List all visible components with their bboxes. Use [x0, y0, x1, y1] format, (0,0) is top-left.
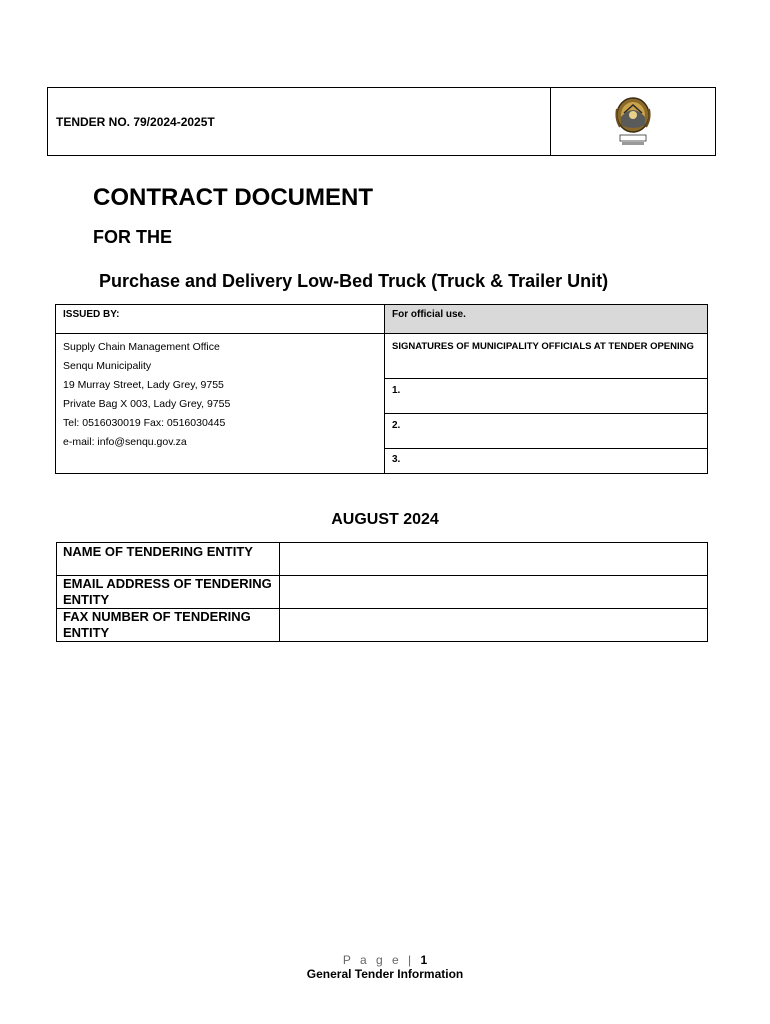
- project-title: Purchase and Delivery Low-Bed Truck (Truck & Trailer Unit): [99, 271, 609, 291]
- entity-name-field[interactable]: [280, 543, 708, 576]
- issued-by-table: [55, 304, 708, 474]
- table-row: [57, 543, 708, 576]
- signature-row-3: 3.: [385, 449, 708, 474]
- table-row: [57, 609, 708, 642]
- address-line: e-mail: info@senqu.gov.za: [63, 436, 187, 448]
- signature-row-2: 2.: [385, 414, 708, 449]
- address-line: Private Bag X 003, Lady Grey, 9755: [63, 398, 231, 410]
- entity-name-label: NAME OF TENDERING ENTITY: [57, 543, 280, 576]
- footer-section: General Tender Information: [306, 967, 464, 981]
- address-line: 19 Murray Street, Lady Grey, 9755: [63, 379, 224, 391]
- page-footer: [0, 953, 770, 981]
- entity-fax-label: FAX NUMBER OF TENDERING ENTITY: [57, 609, 280, 642]
- page-word: P a g e: [342, 953, 402, 967]
- entity-email-field[interactable]: [280, 576, 708, 609]
- document-date: AUGUST 2024: [331, 511, 439, 528]
- table-row: [57, 576, 708, 609]
- logo-cell: [551, 88, 715, 155]
- address-line: Senqu Municipality: [63, 360, 152, 372]
- address-block: [56, 334, 385, 474]
- page-number: 1: [420, 953, 428, 967]
- header-box: [47, 87, 716, 156]
- senqu-municipality-logo-icon: [611, 95, 655, 149]
- document-title: CONTRACT DOCUMENT: [93, 184, 373, 211]
- address-line: Tel: 0516030019 Fax: 0516030445: [63, 417, 226, 429]
- document-subtitle: FOR THE: [93, 227, 172, 247]
- official-use-label: For official use.: [385, 305, 708, 334]
- page-separator: |: [401, 953, 421, 967]
- entity-fax-field[interactable]: [280, 609, 708, 642]
- address-line: Supply Chain Management Office: [63, 341, 220, 353]
- tender-number: TENDER NO. 79/2024-2025T: [48, 88, 551, 155]
- signature-row-1: 1.: [385, 379, 708, 414]
- page-indicator: [0, 953, 770, 967]
- tendering-entity-table: [56, 542, 708, 642]
- entity-email-label: EMAIL ADDRESS OF TENDERING ENTITY: [57, 576, 280, 609]
- signatures-heading: SIGNATURES OF MUNICIPALITY OFFICIALS AT TENDER OPENING: [385, 334, 708, 379]
- issued-by-label: ISSUED BY:: [56, 305, 385, 334]
